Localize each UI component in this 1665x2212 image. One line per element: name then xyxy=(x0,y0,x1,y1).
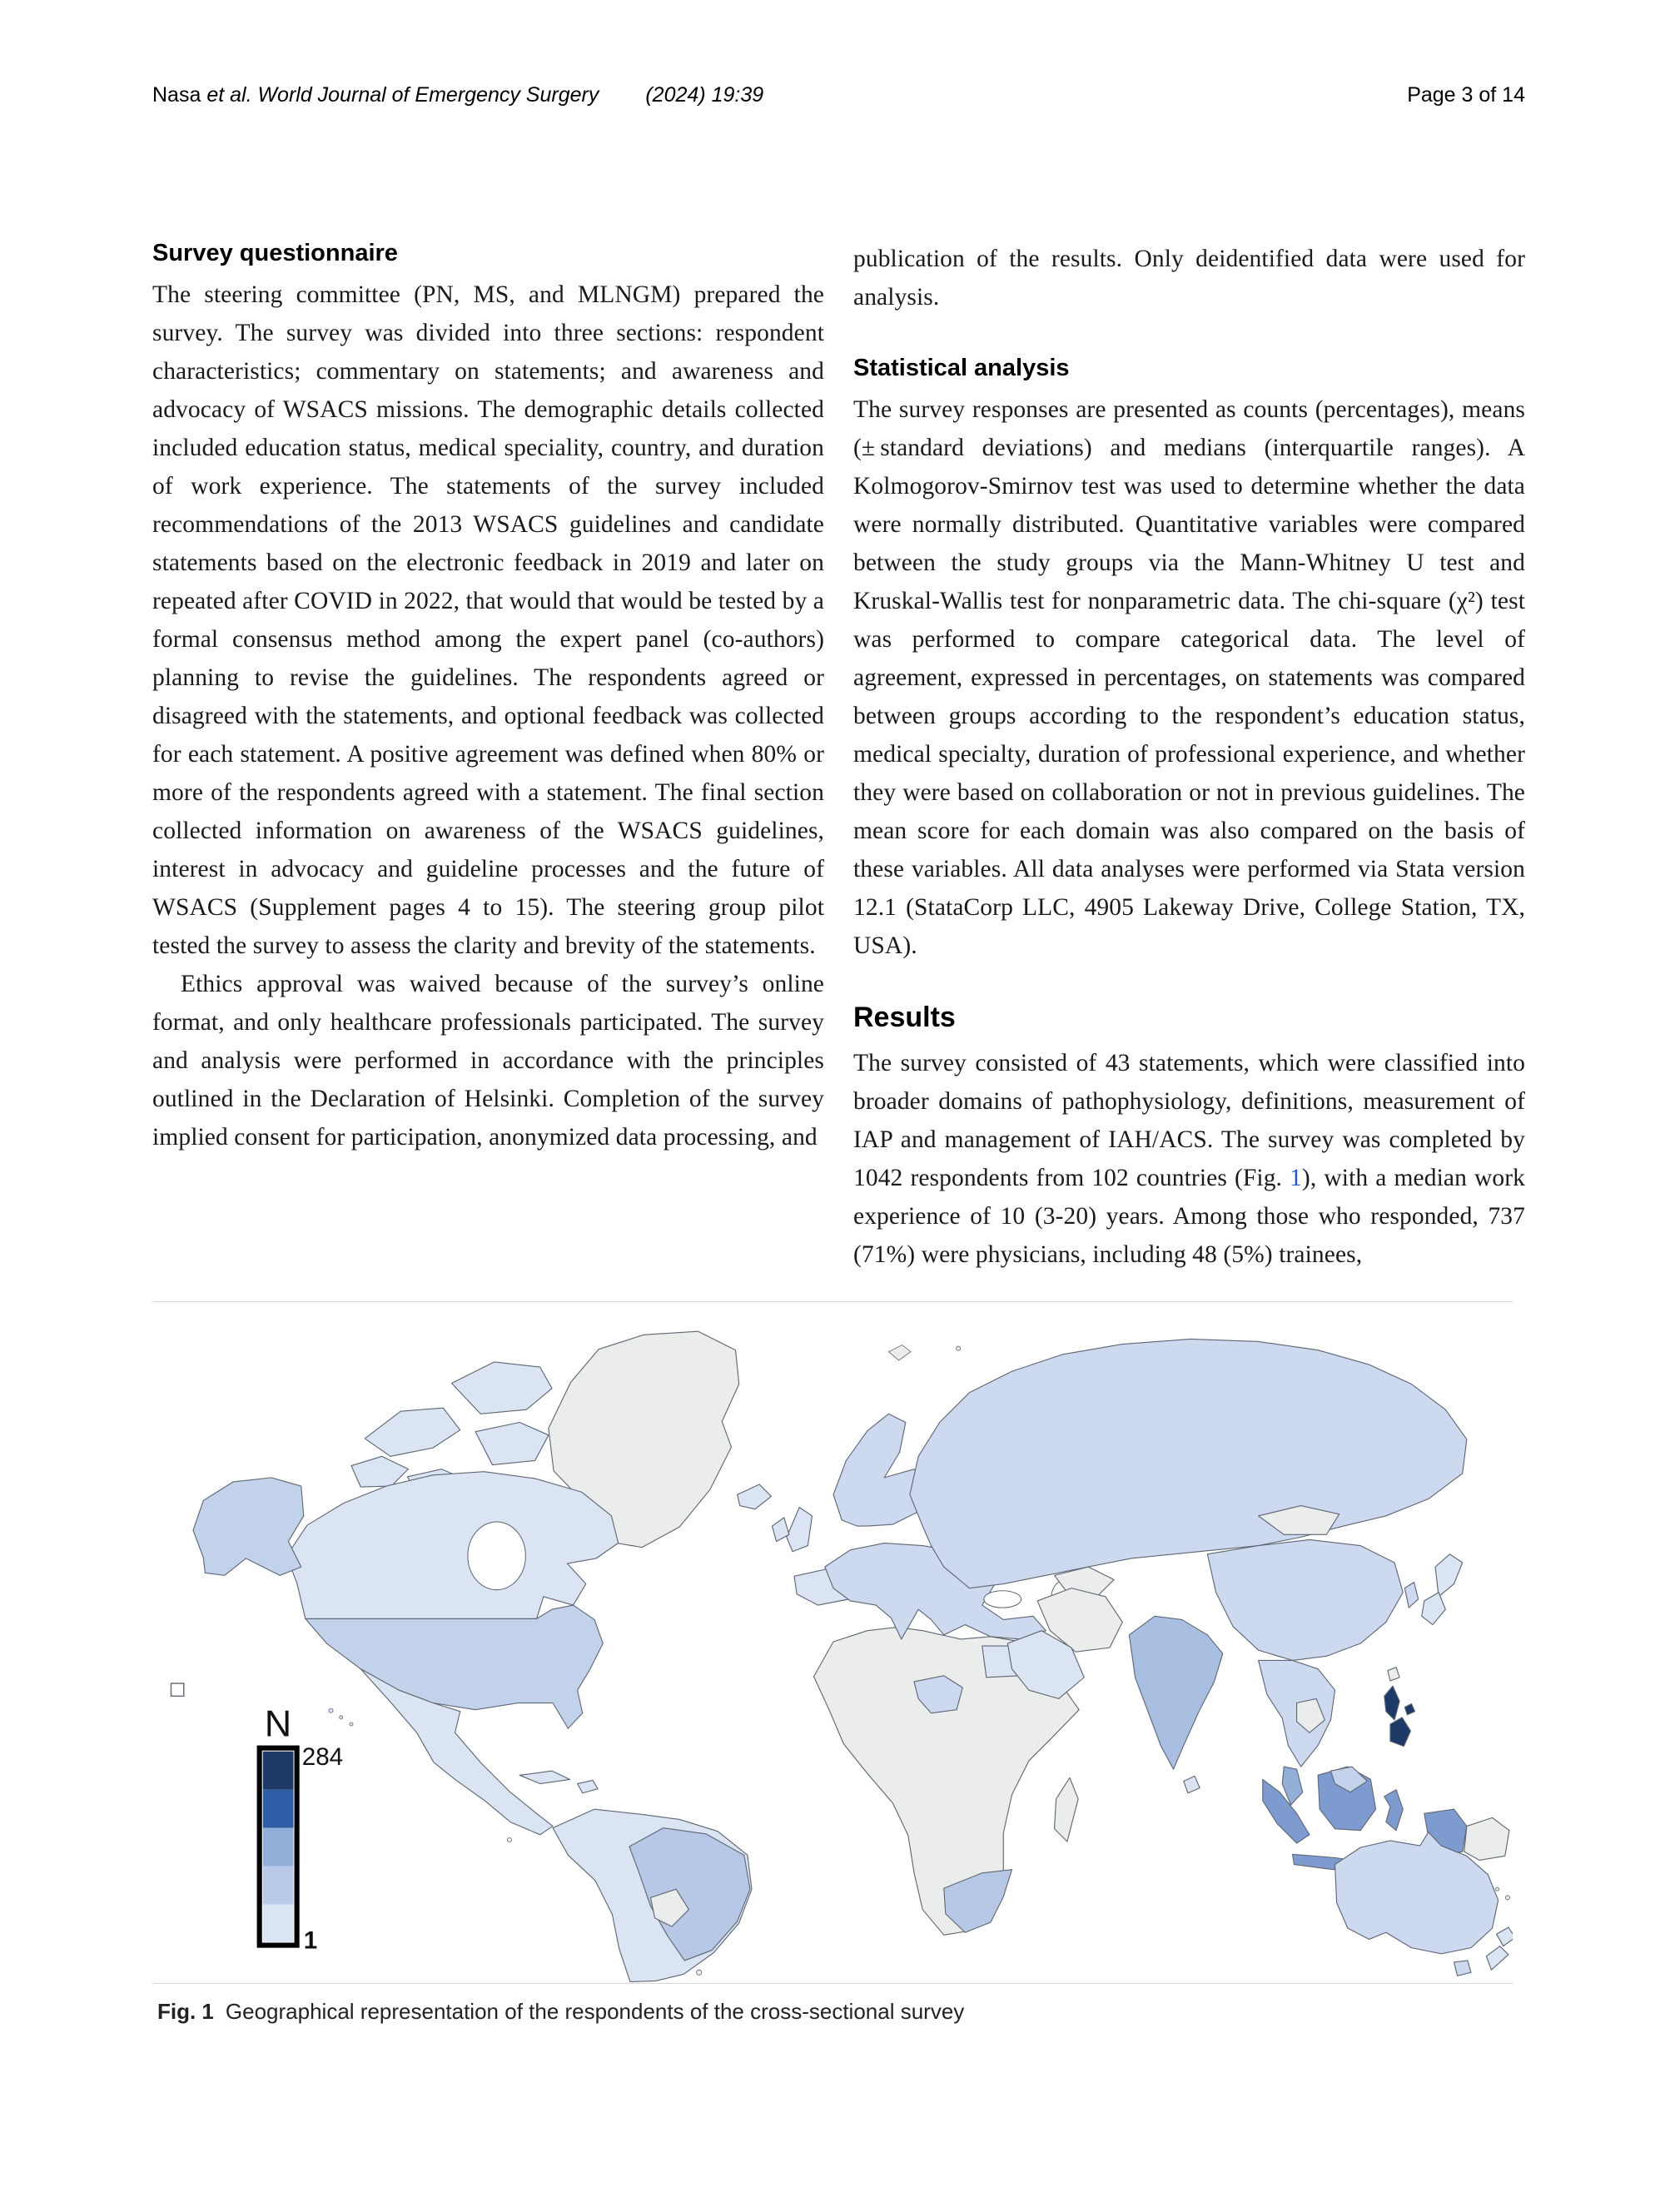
map-region-korea xyxy=(1404,1582,1418,1608)
header-page-number: Page 3 of 14 xyxy=(1407,83,1525,107)
header-journal: et al. World Journal of Emergency Surgery xyxy=(206,83,599,107)
map-region-philippines xyxy=(1384,1686,1415,1747)
header-citation: (2024) 19:39 xyxy=(645,83,764,107)
figure-1-link[interactable]: 1 xyxy=(1290,1165,1302,1191)
continuation-paragraph: publication of the results. Only deidentified data were used for analysis. xyxy=(853,246,1525,311)
survey-questionnaire-paragraph: The steering committee (PN, MS, and MLNGM) prepared the survey. The survey was divided into three sections: respondent characteristics; commentary on statements; and awareness and advocacy of WSACS missions. The demographic details collected included education status, medical speciality, country, and duration of work experience. The statements of the survey included recommendations of the 2013 WSACS guidelines and candidate statements based on the electronic feedback in 2019 and later on repeated after COVID in 2022, that would that would be tested by a formal consensus method among the expert panel (co-authors) planning to revise the guidelines. The respondents agreed or disagreed with the statements, and optional feedback was collected for each statement. A positive agreement was defined when 80% or more of the respondents agreed with a statement. The final section collected information on awareness of the WSACS guidelines, interest in advocacy and guideline processes and the future of WSACS (Supplement pages 4 to 15). The steering group pilot tested the survey to assess the clarity and brevity of the statements. xyxy=(152,281,824,959)
ethics-paragraph: Ethics approval was waived because of the survey’s online format, and only healthcare professionals participated. The survey and analysis were performed in accordance with the principles outlined in the Declaration of Helsinki. Completion of the survey implied consent for participation, anonymized data processing, and xyxy=(152,971,824,1151)
map-region-india xyxy=(1129,1616,1222,1769)
figure-1 xyxy=(152,1301,1513,2050)
map-region-tasmania xyxy=(1454,1961,1471,1976)
map-region-papua-new-guinea xyxy=(1464,1817,1509,1860)
legend-swatch-2 xyxy=(263,1867,294,1905)
map-region-scandinavia xyxy=(833,1414,927,1526)
map-region-united-kingdom xyxy=(787,1508,813,1552)
map-legend xyxy=(260,1702,343,1954)
map-region-taiwan xyxy=(1388,1668,1399,1681)
map-region-caribbean xyxy=(519,1771,598,1793)
map-region-alaska xyxy=(193,1478,304,1575)
map-region-china xyxy=(1207,1539,1403,1660)
statistical-analysis-paragraph: The survey responses are presented as counts (percentages), means (± standard deviations) and medians (interquartile ranges). A Kolmogorov-Smirnov test was used to determine whether the data were normally distributed. Quantitative variables were compared between the study groups via the Mann-Whitney U test and Kruskal-Wallis test for nonparametric data. The chi-square (χ²) test was performed to compare categorical data. The level of agreement, expressed in percentages, on statements was compared between groups according to the respondent’s education status, medical specialty, duration of professional experience, and whether they were based on collaboration or not in previous guidelines. The mean score for each domain was also compared on the basis of these variables. All data analyses were performed via Stata version 12.1 (StataCorp LLC, 4905 Lakeway Drive, College Station, TX, USA). xyxy=(853,396,1525,959)
results-text-after-link: ), with a median work experience of 10 (3-20) years. Among those who responded, 737 (71%) were physicians, including 48 (5%) trainees, xyxy=(853,1165,1525,1268)
map-region-iceland xyxy=(738,1484,772,1509)
legend-min-value: 1 xyxy=(303,1926,318,1955)
figure-caption xyxy=(152,1984,1513,2050)
legend-swatch-1 xyxy=(263,1905,294,1942)
map-region-japan xyxy=(1422,1554,1463,1625)
world-map-figure xyxy=(152,1302,1513,1983)
running-header xyxy=(152,83,1525,107)
figure-caption-text: Geographical representation of the respondents of the cross-sectional survey xyxy=(225,1999,965,2024)
map-region-canada xyxy=(286,1472,618,1619)
hudson-bay xyxy=(468,1522,525,1590)
running-header-left xyxy=(152,83,763,107)
left-column xyxy=(152,240,824,1290)
section-heading-results: Results xyxy=(853,1002,956,1033)
world-choropleth-map xyxy=(152,1302,1513,1983)
header-authors: Nasa xyxy=(152,83,207,107)
right-column xyxy=(853,240,1525,1290)
section-heading-survey-questionnaire: Survey questionnaire xyxy=(152,240,398,266)
map-region-sri-lanka xyxy=(1184,1776,1200,1792)
figure-caption-label: Fig. 1 xyxy=(157,1999,214,2024)
article-columns xyxy=(152,240,1525,1290)
map-inset-box xyxy=(171,1683,183,1696)
map-region-new-zealand xyxy=(1486,1927,1513,1970)
section-heading-statistical-analysis: Statistical analysis xyxy=(853,355,1070,381)
legend-swatch-4 xyxy=(263,1790,294,1828)
legend-swatch-3 xyxy=(263,1828,294,1867)
results-paragraph xyxy=(853,1044,1525,1274)
legend-max-value: 284 xyxy=(301,1743,344,1772)
map-region-madagascar xyxy=(1055,1777,1079,1842)
black-sea xyxy=(984,1591,1021,1608)
legend-north-label: N xyxy=(264,1702,292,1745)
legend-swatch-5 xyxy=(263,1752,294,1790)
map-region-russia xyxy=(910,1339,1467,1588)
results-text-before-link: The survey consisted of 43 statements, which were classified into broader domains of pathophysiology, definitions, measurement of IAP and management of IAH/ACS. The survey was completed by 1042 respondents from 102 countries (Fig. xyxy=(853,1050,1525,1191)
